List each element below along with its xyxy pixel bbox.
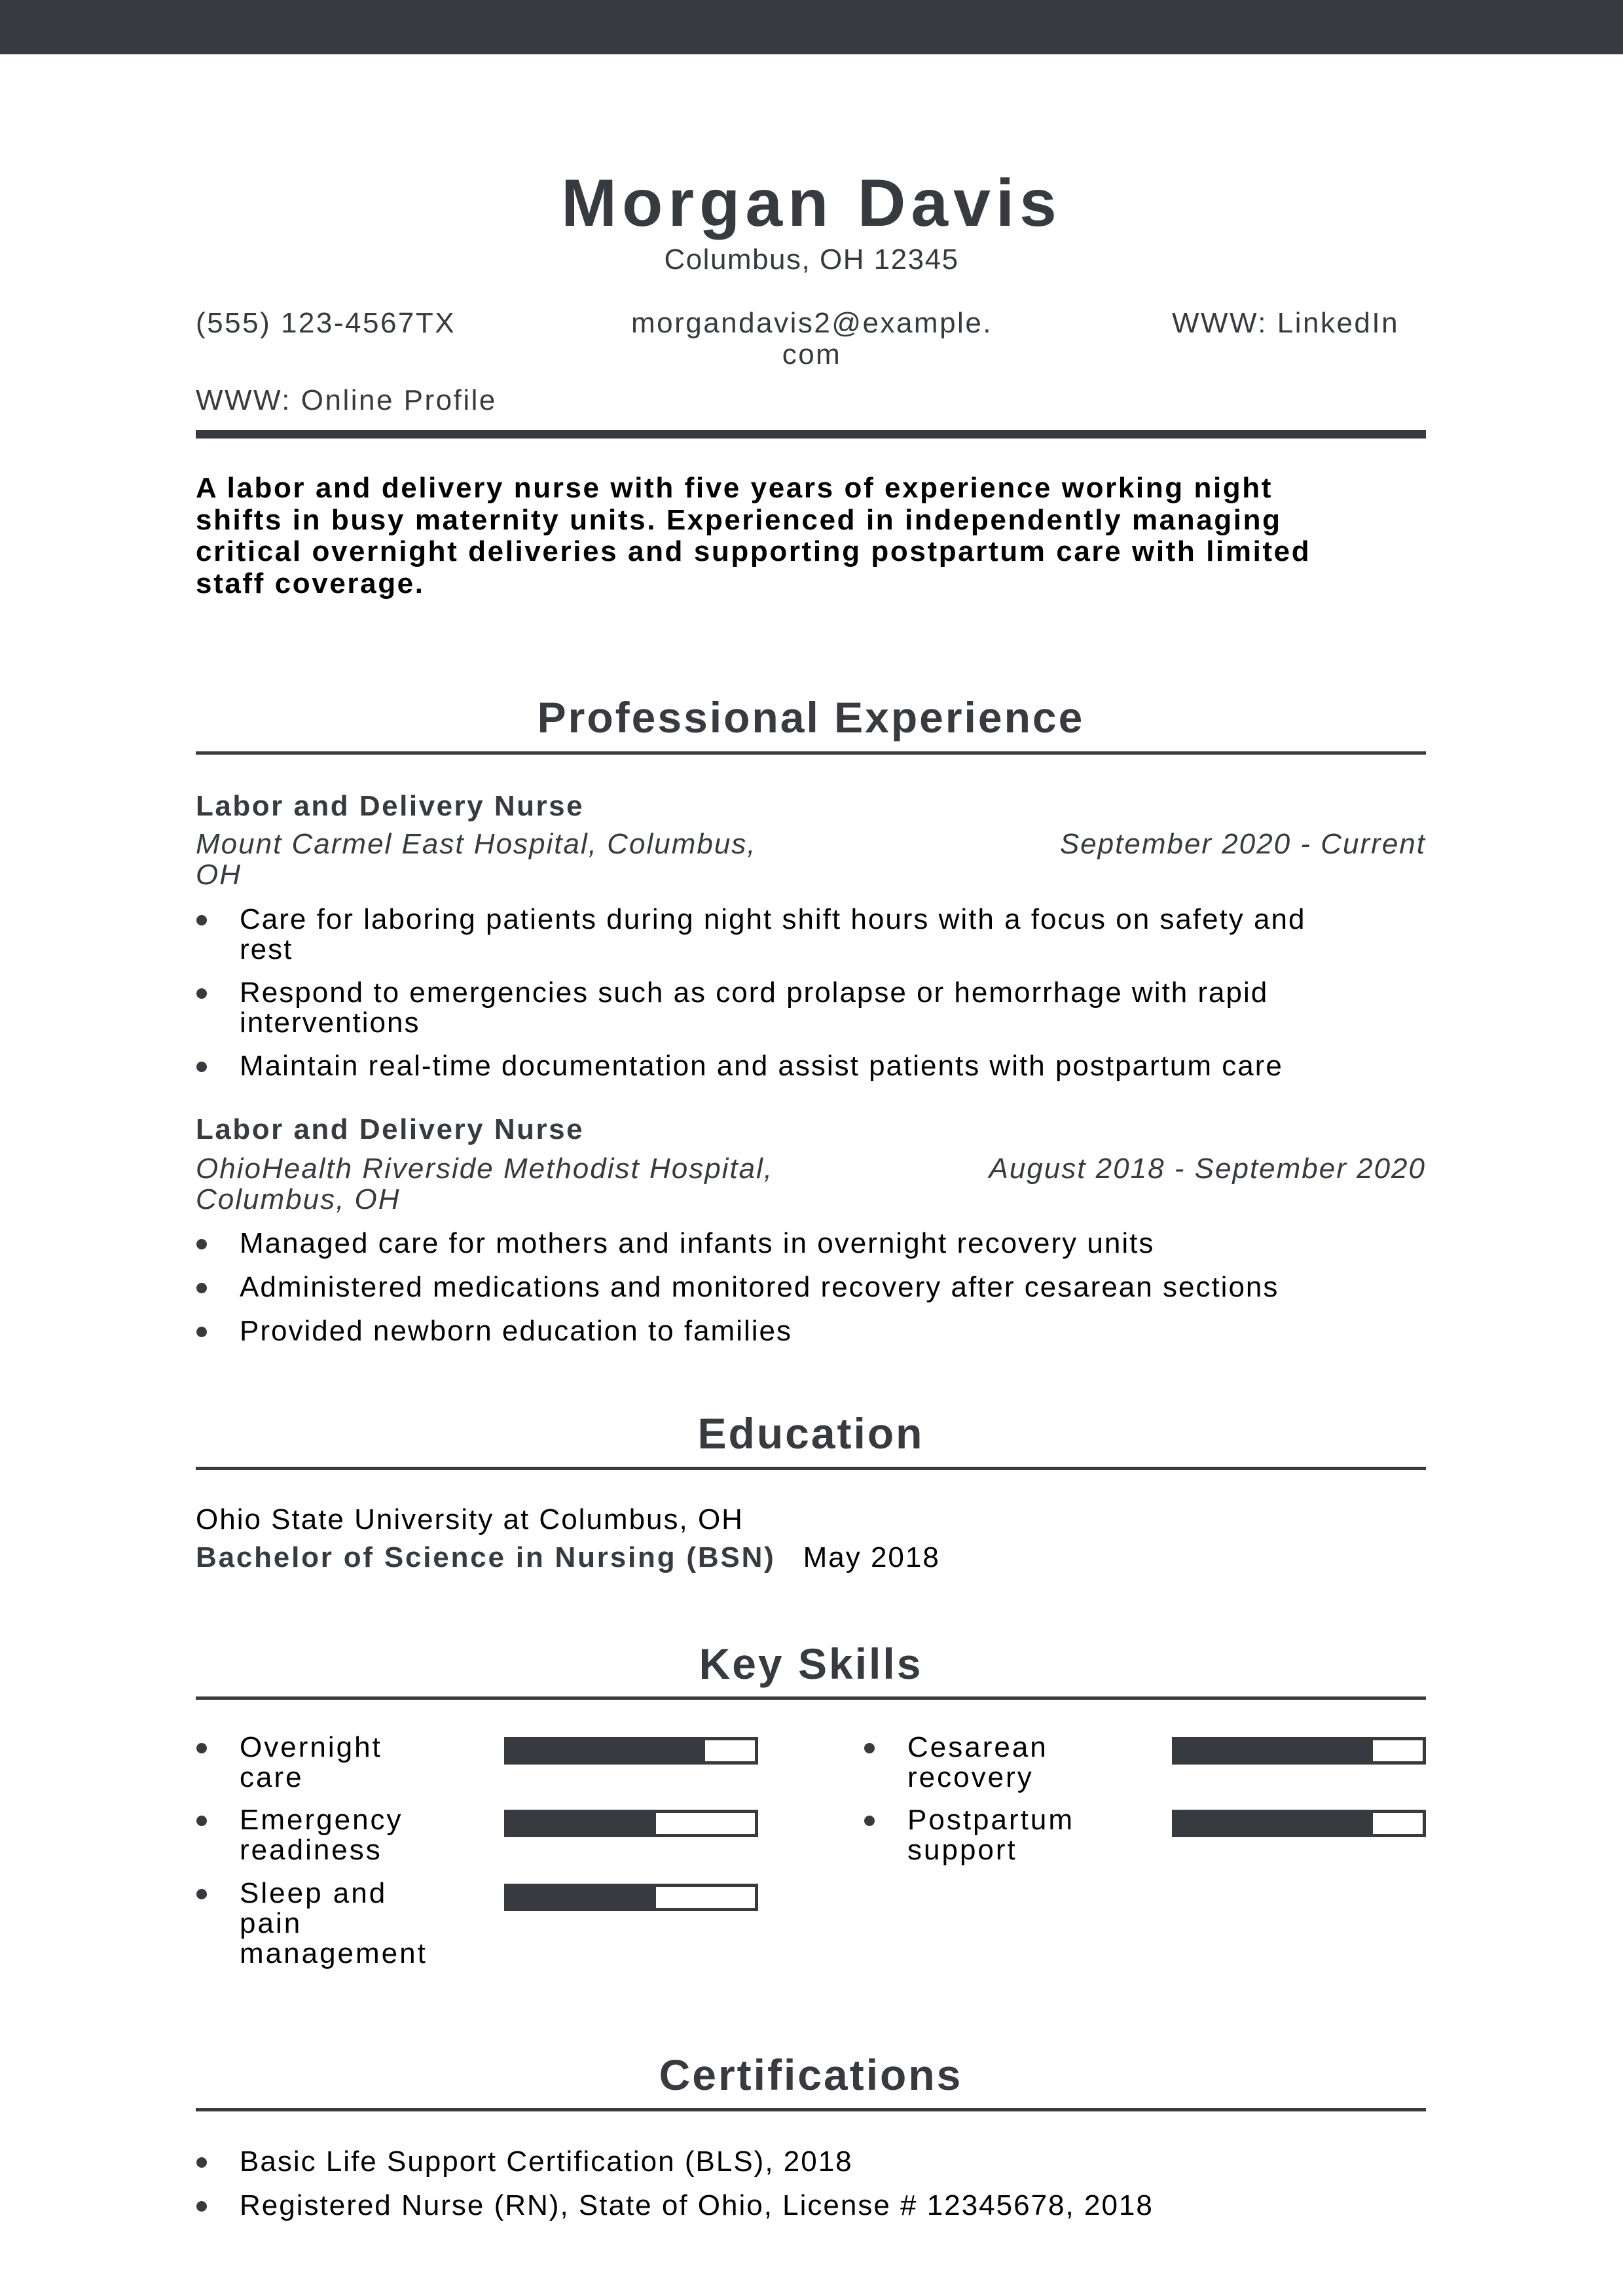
job-company-line: OH (196, 859, 242, 891)
job-bullet (196, 1051, 1426, 1081)
job-bullet (196, 978, 1426, 1038)
top-banner (0, 0, 1623, 54)
bullet-icon (196, 1327, 207, 1337)
bullet-icon (196, 2157, 207, 2168)
job-bullet (196, 1229, 1426, 1259)
contact-online-profile-link[interactable]: WWW: Online Profile (196, 384, 497, 416)
bullet-icon (196, 1743, 207, 1753)
job-dates: September 2020 - Current (1059, 828, 1426, 860)
skill-label-line: management (240, 1937, 428, 1969)
skill-item (864, 1732, 1139, 1793)
bullet-icon (196, 1889, 207, 1899)
summary-line: staff coverage. (196, 567, 425, 600)
bullet-text-line: Maintain real-time documentation and assist patients with postpartum care (240, 1050, 1283, 1082)
section-title-skills: Key Skills (699, 1640, 923, 1688)
job-title: Labor and Delivery Nurse (196, 790, 585, 822)
skill-label-line: Sleep and (240, 1878, 388, 1909)
skill-item (196, 1732, 471, 1793)
bullet-text-line: interventions (240, 1007, 420, 1039)
skill-label-line: Cesarean (907, 1732, 1048, 1763)
bullet-text-line: Administered medications and monitored recovery after cesarean sections (240, 1271, 1279, 1303)
summary-line: A labor and delivery nurse with five years of experience working night (196, 472, 1273, 504)
bullet-text-line: rest (240, 933, 293, 965)
section-title-education: Education (697, 1409, 924, 1458)
skill-level-fill (507, 1887, 656, 1908)
contact-email[interactable] (589, 308, 1034, 370)
bullet-icon (196, 1239, 207, 1249)
certification-text: Registered Nurse (RN), State of Ohio, License # 12345678, 2018 (240, 2189, 1154, 2221)
bullet-icon (864, 1743, 875, 1753)
bullet-icon (196, 1283, 207, 1293)
job-title: Labor and Delivery Nurse (196, 1113, 585, 1145)
bullet-text-line: Managed care for mothers and infants in overnight recovery units (240, 1227, 1155, 1259)
section-divider (196, 2108, 1426, 2111)
skill-label-line: support (907, 1834, 1017, 1865)
bullet-icon (196, 1062, 207, 1072)
contact-email-line2: com (782, 338, 842, 370)
professional-summary (196, 473, 1440, 600)
section-divider (196, 751, 1426, 755)
job-bullet (196, 1272, 1426, 1302)
contact-phone: (555) 123-4567TX (196, 307, 456, 339)
skill-level-bar (504, 1884, 758, 1911)
section-title-experience: Professional Experience (537, 693, 1085, 742)
bullet-text-line: Care for laboring patients during night shift hours with a focus on safety and (240, 903, 1306, 935)
bullet-icon (196, 915, 207, 925)
bullet-icon (864, 1816, 875, 1826)
certification-item (196, 2191, 1426, 2221)
skill-level-bar (1172, 1810, 1426, 1837)
job-company (196, 1153, 818, 1215)
skill-label-line: readiness (240, 1834, 382, 1866)
certification-text: Basic Life Support Certification (BLS), 2018 (240, 2145, 853, 2178)
skill-label-line: care (240, 1761, 304, 1793)
skill-level-fill (507, 1813, 656, 1834)
summary-line: shifts in busy maternity units. Experienced in independently managing (196, 503, 1282, 536)
job-company (196, 829, 818, 890)
candidate-location: Columbus, OH 12345 (664, 243, 959, 276)
skill-label-line: recovery (907, 1761, 1034, 1793)
job-bullet (196, 1316, 1426, 1346)
job-bullet (196, 905, 1426, 965)
skill-label-line: Emergency (240, 1804, 403, 1836)
bullet-text-line: Respond to emergencies such as cord prolapse or hemorrhage with rapid (240, 977, 1269, 1009)
skill-label-line: pain (240, 1907, 302, 1939)
skill-item (864, 1805, 1139, 1865)
summary-line: critical overnight deliveries and supporting postpartum care with limited (196, 535, 1311, 567)
education-school: Ohio State University at Columbus, OH (196, 1503, 744, 1535)
job-company-line: Mount Carmel East Hospital, Columbus, (196, 828, 757, 860)
skill-level-fill (507, 1740, 705, 1761)
skill-item (196, 1805, 471, 1865)
candidate-name: Morgan Davis (561, 166, 1062, 240)
bullet-icon (196, 2201, 207, 2212)
section-title-certifications: Certifications (659, 2051, 963, 2099)
bullet-icon (196, 1816, 207, 1826)
job-company-line: OhioHealth Riverside Methodist Hospital, (196, 1153, 774, 1185)
skill-level-bar (504, 1737, 758, 1765)
education-degree: Bachelor of Science in Nursing (BSN) (196, 1541, 776, 1573)
skill-level-bar (1172, 1737, 1426, 1765)
skill-level-bar (504, 1810, 758, 1837)
contact-email-line1: morgandavis2@example. (630, 307, 993, 339)
section-divider (196, 1696, 1426, 1700)
section-divider (196, 1467, 1426, 1470)
job-company-line: Columbus, OH (196, 1183, 401, 1215)
education-date: May 2018 (803, 1541, 940, 1573)
education-degree-row (196, 1542, 940, 1573)
bullet-icon (196, 988, 207, 999)
certification-item (196, 2147, 1426, 2177)
skill-label-line: Postpartum (907, 1805, 1074, 1836)
skill-level-fill (1175, 1813, 1373, 1834)
contact-linkedin-link[interactable]: WWW: LinkedIn (1172, 307, 1400, 339)
skill-level-fill (1175, 1740, 1373, 1761)
skill-label-line: Overnight (240, 1731, 382, 1763)
bullet-text-line: Provided newborn education to families (240, 1315, 793, 1347)
header-divider (196, 430, 1426, 439)
job-dates: August 2018 - September 2020 (989, 1153, 1426, 1185)
skill-item (196, 1878, 471, 1970)
